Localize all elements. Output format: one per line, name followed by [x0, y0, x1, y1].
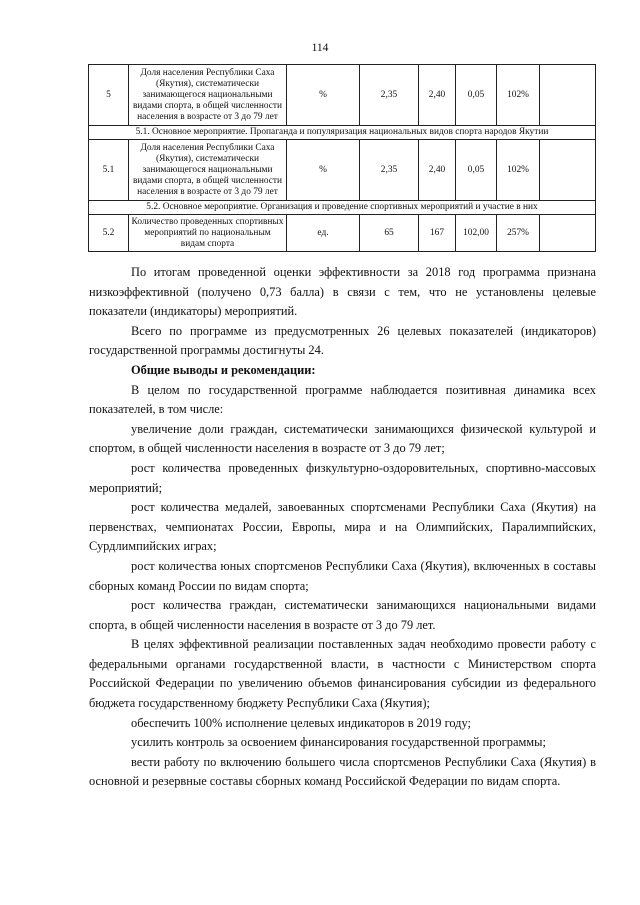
- paragraph: рост количества проведенных физкультурно-оздоровительных, спортивно-массовых мероприятий;: [89, 460, 596, 495]
- row-number: 5: [89, 65, 129, 126]
- paragraph: рост количества медалей, завоеванных спортсменами Республики Саха (Якутия) на первенствах, чемпионатах России, Европы, мира и на Олимпийских, Паралимпийских, Сурдлимпийских играх;: [89, 500, 596, 554]
- deviation: 102,00: [456, 215, 497, 252]
- note: [540, 65, 596, 126]
- plan-value: 2,35: [360, 140, 419, 201]
- indicator-name: Доля населения Республики Саха (Якутия), систематически занимающегося национальными видами спорта, в общей численности населения в возрасте от 3 до 79 лет: [129, 65, 287, 126]
- table-section-row: [89, 126, 596, 140]
- plan-value: 2,35: [360, 65, 419, 126]
- row-number: 5.2: [89, 215, 129, 252]
- paragraph: усилить контроль за освоением финансирования государственной программы;: [131, 735, 546, 750]
- row-number: 5.1: [89, 140, 129, 201]
- paragraph: рост количества граждан, систематически занимающихся национальными видами спорта, в общей численности населения в возрасте от 3 до 79 лет.: [89, 598, 596, 632]
- table-row: [89, 65, 596, 126]
- section-title: 5.2. Основное мероприятие. Организация и проведение спортивных мероприятий и участие в них: [89, 201, 596, 215]
- unit: %: [287, 140, 360, 201]
- paragraph: рост количества юных спортсменов Республики Саха (Якутия), включенных в составы сборных команд России по видам спорта;: [89, 558, 596, 593]
- paragraph: увеличение доли граждан, систематически занимающихся физической культурой и спортом, в общей численности населения в возрасте от 3 до 79 лет;: [89, 421, 596, 456]
- section-heading: Общие выводы и рекомендации:: [131, 362, 316, 377]
- paragraph: По итогам проведенной оценки эффективности за 2018 год программа признана низкоэффективной (получено 0,73 балла) в связи с тем, что не установлены целевые показатели (индикаторы) мероприятий.: [89, 265, 596, 319]
- percent-complete: 102%: [497, 140, 540, 201]
- note: [540, 140, 596, 201]
- section-title: 5.1. Основное мероприятие. Пропаганда и популяризация национальных видов спорта народов Якутии: [89, 126, 596, 140]
- unit: %: [287, 65, 360, 126]
- table-section-row: [89, 201, 596, 215]
- paragraph: обеспечить 100% исполнение целевых индикаторов в 2019 году;: [131, 715, 471, 730]
- indicator-name: Количество проведенных спортивных мероприятий по национальным видам спорта: [129, 215, 287, 252]
- percent-complete: 102%: [497, 65, 540, 126]
- actual-value: 2,40: [419, 140, 456, 201]
- plan-value: 65: [360, 215, 419, 252]
- paragraph: В целом по государственной программе наблюдается позитивная динамика всех показателей, в том числе:: [89, 382, 596, 417]
- deviation: 0,05: [456, 65, 497, 126]
- actual-value: 167: [419, 215, 456, 252]
- body-text: [89, 263, 596, 792]
- paragraph: Всего по программе из предусмотренных 26 целевых показателей (индикаторов) государственной программы достигнуты 24.: [89, 323, 596, 358]
- table-row: [89, 215, 596, 252]
- actual-value: 2,40: [419, 65, 456, 126]
- paragraph: вести работу по включению большего числа спортсменов Республики Саха (Якутия) в основной и резервные составы сборных команд Российской Федерации по видам спорта.: [89, 754, 596, 789]
- unit: ед.: [287, 215, 360, 252]
- indicator-name: Доля населения Республики Саха (Якутия), систематически занимающегося национальными видами спорта, в общей численности населения в возрасте от 3 до 79 лет: [129, 140, 287, 201]
- indicators-table: [88, 64, 596, 252]
- paragraph: В целях эффективной реализации поставленных задач необходимо провести работу с федеральными органами государственной власти, в частности с Министерством спорта Российской Федерации по увеличению объемов финансирования субсидии из федерального бюджета государственному бюджету Республики Саха (Якутия);: [89, 637, 596, 711]
- deviation: 0,05: [456, 140, 497, 201]
- percent-complete: 257%: [497, 215, 540, 252]
- page-number: 114: [311, 42, 329, 54]
- table-row: [89, 140, 596, 201]
- note: [540, 215, 596, 252]
